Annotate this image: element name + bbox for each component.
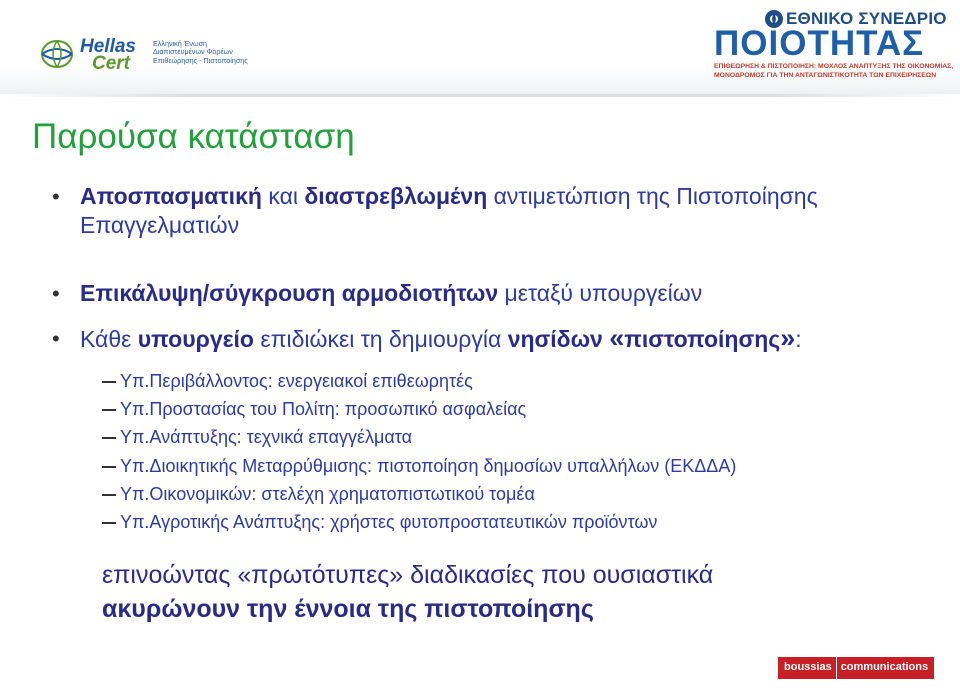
logo-description: Ελληνική Ένωση Διαπιστευμένων Φορέων Επιθεώρησης - Πιστοποίησης: [153, 39, 248, 65]
logo-word-hellas: Hellas: [80, 36, 136, 57]
list-item: Υπ.Οικονομικών: στελέχη χρηματοπιστωτικού τομέα: [102, 480, 736, 508]
list-item: Υπ.Περιβάλλοντος: ενεργειακοί επιθεωρητές: [102, 367, 736, 395]
bullet-fragmented-certification: • Αποσπασματική και διαστρεβλωμένη αντιμετώπιση της Πιστοποίησης Επαγγελματιών: [52, 182, 922, 250]
main-bullets: [52, 182, 922, 354]
list-item: Υπ.Διοικητικής Μεταρρύθμισης: πιστοποίηση δημοσίων υπαλλήλων (ΕΚΔΔΑ): [102, 452, 736, 480]
boussias-logo: boussias communications: [778, 657, 922, 679]
congress-tagline-2: ΜΟΝΟΔΡΟΜΟΣ ΓΙΑ ΤΗΝ ΑΝΤΑΓΩΝΙΣΤΙΚΟΤΗΤΑ ΤΩΝ ΕΠΙΧΕΙΡΗΣΕΩΝ: [714, 72, 937, 79]
list-item: Υπ.Ανάπτυξης: τεχνικά επαγγέλματα: [102, 423, 736, 451]
congress-title-line2: ΠΟΙΟΤΗΤΑΣ: [714, 24, 925, 63]
list-item: Υπ.Αγροτικής Ανάπτυξης: χρήστες φυτοπροστατευτικών προϊόντων: [102, 508, 736, 536]
bullet-overlapping-competences: • Επικάλυψη/σύγκρουση αρμοδιοτήτων μεταξύ υπουργείων: [52, 279, 922, 308]
hellascert-logo: [40, 35, 255, 75]
header-divider: [0, 94, 960, 97]
globe-icon: [40, 39, 74, 69]
congress-title-line1: ΕΘΝΙΚΟ ΣΥΝΕΔΡΙΟ: [786, 9, 947, 28]
ministry-list: [102, 367, 736, 536]
congress-tagline-1: ΕΠΙΘΕΩΡΗΣΗ & ΠΙΣΤΟΠΟΙΗΣΗ: ΜΟΧΛΟΣ ΑΝΑΠΤΥΞΗΣ ΤΗΣ ΟΙΚΟΝΟΜΙΑΣ,: [714, 63, 954, 70]
bullet-ministry-islands: • Κάθε υπουργείο επιδιώκει τη δημιουργία νησίδων «πιστοποίησης»:: [52, 324, 922, 354]
list-item: Υπ.Προστασίας του Πολίτη: προσωπικό ασφαλείας: [102, 395, 736, 423]
closing-statement: επινοώντας «πρωτότυπες» διαδικασίες που ουσιαστικά ακυρώνουν την έννοια της πιστοποίησης: [102, 561, 714, 623]
logo-word-cert: Cert: [92, 53, 131, 74]
congress-logo: [712, 6, 957, 86]
slide-title: Παρούσα κατάσταση: [32, 117, 355, 156]
